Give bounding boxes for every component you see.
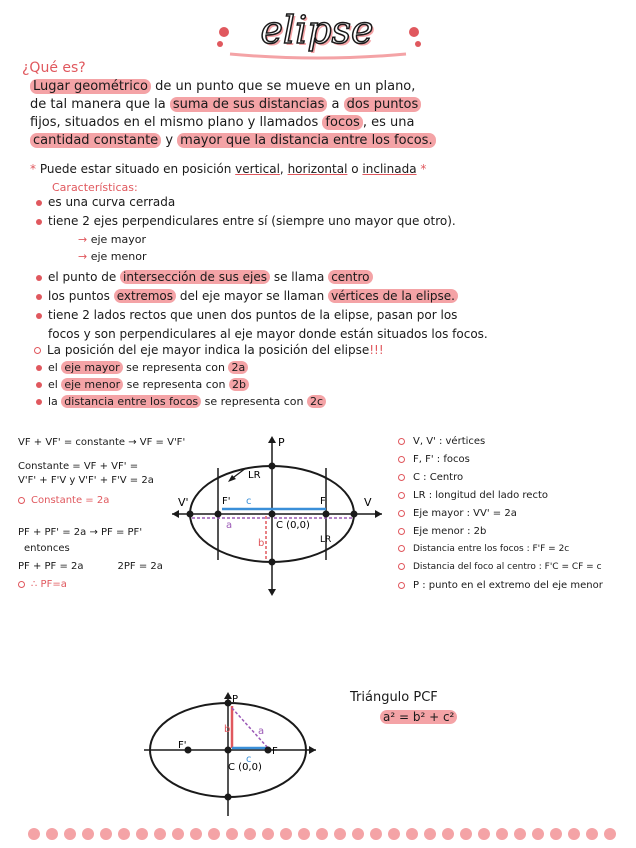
svg-text:V': V' xyxy=(178,496,189,509)
svg-text:P: P xyxy=(232,694,239,705)
legend: V, V' : vértices F, F' : focos C : Centro LR : longitud del lado recto Eje mayor : VV' = 2a Eje menor : 2b Distancia entre los focos : F'F = 2c Distancia del foco al centro : F'C = CF = c P : punto en el extremo del eje menor xyxy=(398,434,634,596)
svg-text:b: b xyxy=(258,538,265,549)
triangle-diagram xyxy=(140,690,320,820)
ellipse-diagram xyxy=(170,432,390,598)
svg-text:F': F' xyxy=(222,496,231,507)
definition: Lugar geométrico de un punto que se mueve en un plano, de tal manera que la suma de sus distancias a dos puntos fijos, situados en el mismo plano y llamados focos , es una cantidad constante y mayor que la distancia entre los focos. xyxy=(30,78,630,150)
question-heading: ¿Qué es? xyxy=(22,60,86,76)
svg-text:b: b xyxy=(224,724,231,735)
svg-text:LR: LR xyxy=(320,535,332,545)
representations: el eje mayor se representa con 2a el eje menor se representa con 2b la distancia entre los focos se representa con 2c xyxy=(36,360,436,411)
svg-text:c: c xyxy=(246,496,252,507)
pythagoras-formula: a² = b² + c² xyxy=(380,710,457,724)
svg-text:a: a xyxy=(226,520,233,531)
svg-text:C (0,0): C (0,0) xyxy=(228,762,262,773)
svg-text:C (0,0): C (0,0) xyxy=(276,520,310,531)
svg-text:F: F xyxy=(320,496,326,507)
formulas: VF + VF' = constante → VF = V'F' Constante = VF + VF' = V'F' + F'V y V'F' + F'V = 2a Constante = 2a PF + PF' = 2a → PF = PF' entonces PF + PF = 2a 2PF = 2a ∴ PF=a xyxy=(18,437,186,590)
svg-text:F: F xyxy=(272,746,278,757)
position-line: * Puede estar situado en posición vertical, horizontal o inclinada * xyxy=(30,162,427,176)
bottom-dots-decoration xyxy=(0,824,636,844)
svg-text:V: V xyxy=(364,496,372,509)
svg-text:c: c xyxy=(246,754,252,765)
svg-text:F': F' xyxy=(178,740,187,751)
svg-text:a: a xyxy=(258,726,265,737)
page-title: elipse xyxy=(260,8,374,52)
characteristics-title: Características: xyxy=(52,181,138,194)
characteristics-list: es una curva cerrada tiene 2 ejes perpendiculares entre sí (siempre uno mayor que otro). → eje mayor → eje menor el punto de intersección de sus ejes se llama centro los puntos extremos del eje mayor se llaman vértices de la elipse. tiene 2 lados rectos que unen dos puntos de la elipse, pasan por los focos y son perpendiculares al eje mayor donde están situados los focos. xyxy=(36,194,626,345)
title-decoration xyxy=(210,14,426,60)
svg-text:LR: LR xyxy=(248,470,261,481)
axis-note: La posición del eje mayor indica la posición del elipse!!! xyxy=(34,342,384,359)
triangle-title: Triángulo PCF xyxy=(350,690,438,705)
svg-text:P: P xyxy=(278,436,285,449)
